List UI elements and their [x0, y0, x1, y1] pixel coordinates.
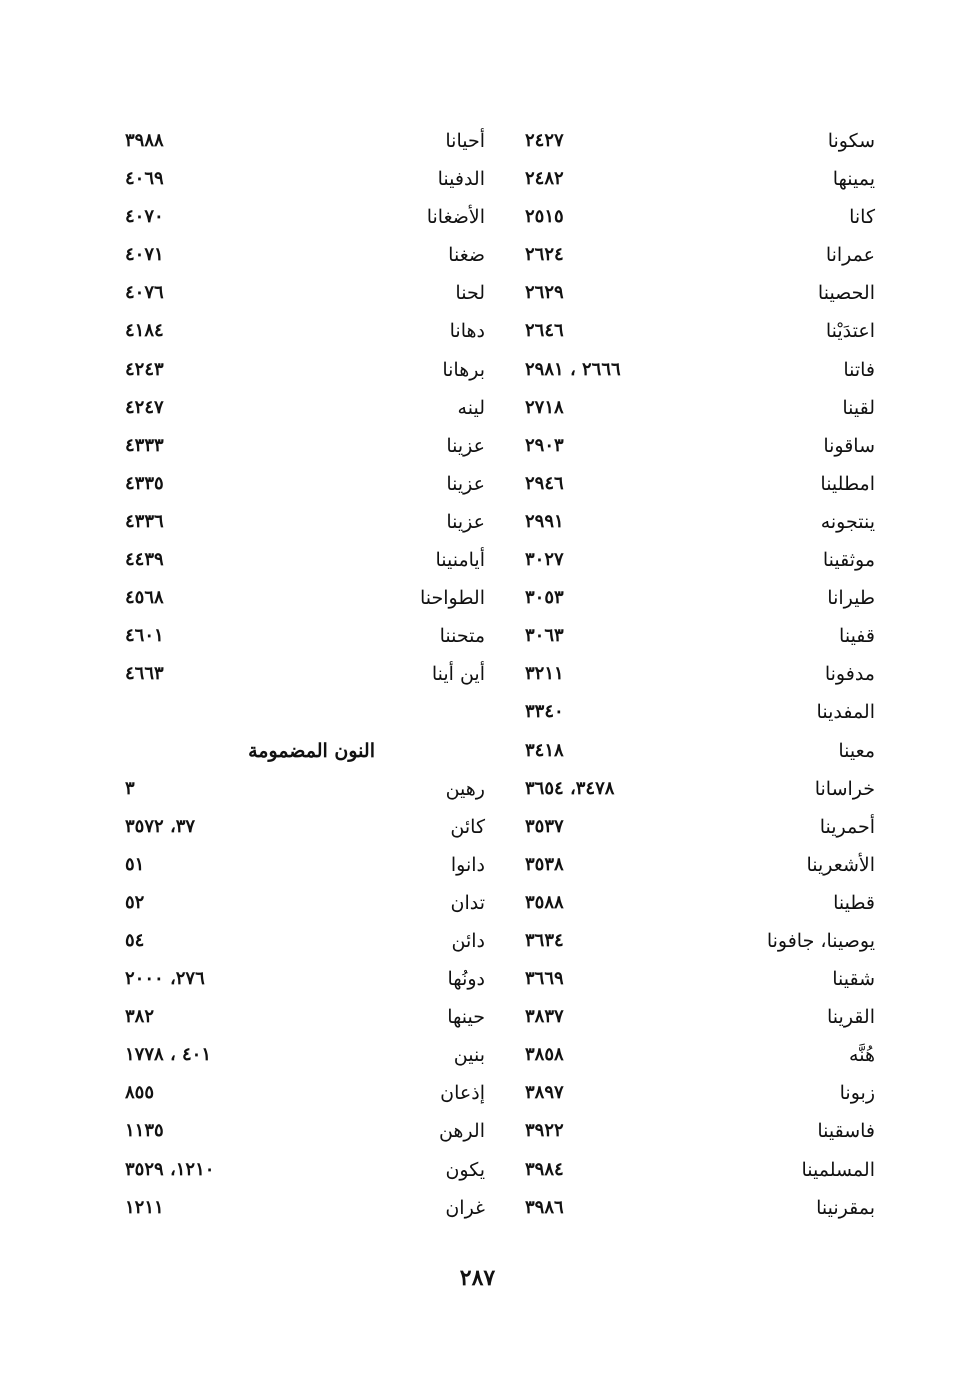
list-item: [105, 960, 485, 998]
entry-number: ٤١٨٤: [125, 320, 164, 342]
list-item: [105, 465, 485, 503]
list-item: [505, 1151, 875, 1189]
list-item: [105, 1151, 485, 1189]
spacer-row: [105, 693, 485, 731]
entry-word: كائن: [450, 815, 485, 838]
entry-number: ٣٩٨٦: [525, 1196, 564, 1218]
section-heading: النون المضمومة: [248, 739, 375, 762]
entry-number: ٢٩٤٦: [525, 472, 564, 494]
list-item: [105, 198, 485, 236]
list-item: [105, 1036, 485, 1074]
entry-number: ٣٢١١: [525, 663, 564, 685]
entry-number: ٣٩٨٤: [525, 1158, 564, 1180]
list-item: [505, 998, 875, 1036]
entry-number: ٤٠١ ، ١٧٧٨: [125, 1044, 212, 1066]
list-item: [505, 236, 875, 274]
list-item: [105, 427, 485, 465]
list-item: [505, 389, 875, 427]
list-item: [505, 351, 875, 389]
entry-word: غران: [445, 1196, 485, 1219]
list-item: [105, 122, 485, 160]
entry-word: طيرانا: [827, 587, 875, 610]
list-item: [105, 541, 485, 579]
entry-word: لقينا: [842, 396, 875, 419]
list-item: [105, 998, 485, 1036]
right-column: [505, 122, 875, 1227]
entry-word: ينتجونه: [820, 510, 875, 533]
entry-number: ٤٣٣٥: [125, 472, 164, 494]
entry-number: ٣٨٩٧: [525, 1082, 564, 1104]
entry-word: دانوا: [450, 853, 485, 876]
entry-number: ٣٦٣٤: [525, 929, 564, 951]
entry-word: إذعان: [440, 1082, 485, 1105]
list-item: [505, 1112, 875, 1150]
entry-word: دائن: [451, 929, 485, 952]
entry-number: ٤٠٧٠: [125, 206, 164, 228]
entry-word: القرينا: [827, 1006, 875, 1029]
list-item: [505, 922, 875, 960]
entry-number: ٢٩٠٣: [525, 434, 564, 456]
list-item: [505, 617, 875, 655]
entry-number: ٤٢٤٧: [125, 396, 164, 418]
entry-number: ٣٩٢٢: [525, 1120, 564, 1142]
entry-number: ٢٧١٨: [525, 396, 564, 418]
list-item: [505, 960, 875, 998]
entry-number: ٤٤٣٩: [125, 549, 164, 571]
entry-number: ٣٠٥٣: [525, 587, 564, 609]
list-item: [505, 732, 875, 770]
list-item: [105, 922, 485, 960]
entry-number: ٤٠٦٩: [125, 168, 164, 190]
entry-number: ٢٦٦٦ ، ٢٩٨١: [525, 358, 621, 380]
entry-word: خراسانا: [814, 777, 875, 800]
list-item: [105, 1112, 485, 1150]
entry-number: ٢٥١٥: [525, 206, 564, 228]
entry-word: لحنا: [455, 282, 485, 305]
entry-word: ساقونا: [823, 434, 875, 457]
entry-number: ٢٦٢٩: [525, 282, 564, 304]
list-item: [105, 312, 485, 350]
entry-number: ٣٥٣٨: [525, 853, 564, 875]
entry-number: ٤٦٠١: [125, 625, 164, 647]
entry-word: رهين: [445, 777, 485, 800]
entry-number: ٣٧، ٣٥٧٢: [125, 815, 196, 837]
entry-number: ٤٥٦٨: [125, 587, 164, 609]
entry-word: بنين: [453, 1044, 485, 1067]
entry-number: ٣٠٢٧: [525, 549, 564, 571]
entry-number: ٢٩٩١: [525, 510, 564, 532]
entry-word: دونُها: [447, 968, 485, 991]
entry-number: ٣٦٦٩: [525, 968, 564, 990]
list-item: [505, 770, 875, 808]
entry-word: قطينا: [833, 891, 875, 914]
entry-word: يكون: [445, 1158, 485, 1181]
list-item: [105, 389, 485, 427]
list-item: [505, 160, 875, 198]
list-item: [505, 884, 875, 922]
list-item: [505, 312, 875, 350]
entry-word: عزينا: [446, 434, 485, 457]
entry-word: الأشعرينا: [806, 853, 875, 876]
entry-word: معينا: [838, 739, 875, 762]
list-item: [505, 427, 875, 465]
entry-number: ٥٤: [125, 929, 145, 951]
entry-number: ٢٦٤٦: [525, 320, 564, 342]
entry-word: أيامنينا: [435, 549, 485, 572]
entry-number: ٢٤٨٢: [525, 168, 564, 190]
entry-word: الأضغانا: [426, 206, 485, 229]
list-item: [105, 770, 485, 808]
list-item: [505, 693, 875, 731]
entry-number: ٤٢٤٣: [125, 358, 164, 380]
entry-word: متحننا: [439, 625, 485, 648]
entry-word: مدفونا: [824, 663, 875, 686]
entry-number: ٣٩٨٨: [125, 130, 164, 151]
entry-word: الطواحنا: [419, 587, 485, 610]
entry-word: فاسقينا: [817, 1120, 875, 1143]
entry-word: موثقينا: [822, 549, 875, 572]
list-item: [105, 274, 485, 312]
list-item: [505, 274, 875, 312]
page-number: ٢٨٧: [459, 1265, 496, 1291]
entry-number: ٣٨٣٧: [525, 1006, 564, 1028]
entry-word: تدان: [450, 891, 485, 914]
list-item: [505, 465, 875, 503]
list-item: [105, 236, 485, 274]
entry-word: أحيانا: [445, 130, 485, 152]
entry-word: أحمرينا: [819, 815, 875, 838]
entry-word: هُنَّه: [849, 1044, 875, 1067]
entry-number: ٤٠٧١: [125, 244, 164, 266]
list-item: [105, 808, 485, 846]
entry-number: ١٢١٠، ٣٥٢٩: [125, 1158, 215, 1180]
entry-word: ضغنا: [448, 244, 485, 267]
entry-word: الرهن: [438, 1120, 485, 1143]
entry-number: ٤٦٦٣: [125, 663, 164, 685]
list-item: [505, 541, 875, 579]
list-item: [105, 1189, 485, 1227]
list-item: [105, 655, 485, 693]
entry-word: برهانا: [442, 358, 485, 381]
entry-number: ٤٣٣٣: [125, 434, 164, 456]
entry-number: ٢٤٢٧: [525, 130, 564, 151]
entry-number: ٣٤١٨: [525, 739, 564, 761]
entry-number: ٣: [125, 777, 135, 799]
entry-word: بمقرنينا: [816, 1196, 875, 1219]
entry-word: سكونا: [827, 130, 875, 152]
list-item: [105, 884, 485, 922]
entry-number: ٥١: [125, 853, 145, 875]
list-item: [505, 579, 875, 617]
list-item: [505, 1036, 875, 1074]
entry-word: الدفينا: [437, 168, 485, 191]
list-item: [105, 617, 485, 655]
entry-number: ٢٦٢٤: [525, 244, 564, 266]
list-item: [505, 808, 875, 846]
entry-word: قفينا: [839, 625, 875, 648]
entry-word: حينها: [447, 1006, 485, 1029]
entry-word: دهانا: [449, 320, 485, 343]
entry-number: ٤٠٧٦: [125, 282, 164, 304]
list-item: [505, 1189, 875, 1227]
section-heading-row: [105, 732, 485, 770]
list-item: [505, 503, 875, 541]
list-item: [505, 846, 875, 884]
entry-number: ٢٧٦، ٢٠٠٠: [125, 968, 205, 990]
entry-number: ٣٨٢: [125, 1006, 155, 1028]
entry-number: ٣٣٤٠: [525, 701, 564, 723]
list-item: [105, 503, 485, 541]
list-item: [505, 122, 875, 160]
entry-number: ٣٨٥٨: [525, 1044, 564, 1066]
list-item: [505, 198, 875, 236]
entry-word: امطلينا: [820, 472, 875, 495]
entry-word: فاتنا: [843, 358, 875, 381]
entry-word: شقينا: [832, 968, 875, 991]
entry-word: أين أينا: [431, 663, 485, 686]
entry-word: يوصينا، جافونا: [766, 929, 875, 952]
entry-number: ٣٤٧٨، ٣٦٥٤: [525, 777, 615, 799]
entry-number: ١٢١١: [125, 1196, 164, 1218]
entry-number: ٣٥٣٧: [525, 815, 564, 837]
entry-word: المفدينا: [816, 701, 875, 724]
list-item: [105, 160, 485, 198]
list-item: [105, 846, 485, 884]
entry-number: ٤٣٣٦: [125, 510, 164, 532]
entry-word: الحصينا: [817, 282, 875, 305]
entry-number: ٥٢: [125, 891, 145, 913]
entry-word: زبونا: [839, 1082, 875, 1105]
entry-word: عزينا: [446, 472, 485, 495]
entry-word: المسلمينا: [801, 1158, 875, 1181]
list-item: [105, 579, 485, 617]
entry-word: يمينها: [832, 168, 875, 191]
list-item: [505, 1074, 875, 1112]
list-item: [105, 351, 485, 389]
entry-number: ٨٥٥: [125, 1082, 155, 1104]
entry-word: عمرانا: [825, 244, 875, 267]
list-item: [105, 1074, 485, 1112]
list-item: [505, 655, 875, 693]
entry-word: عزينا: [446, 510, 485, 533]
entry-word: اعتدَيْنا: [825, 320, 875, 343]
left-column: [105, 122, 485, 1227]
entry-word: كانا: [849, 206, 875, 229]
entry-number: ٣٠٦٣: [525, 625, 564, 647]
entry-word: لينه: [457, 396, 485, 419]
entry-number: ٣٥٨٨: [525, 891, 564, 913]
entry-number: ١١٣٥: [125, 1120, 164, 1142]
